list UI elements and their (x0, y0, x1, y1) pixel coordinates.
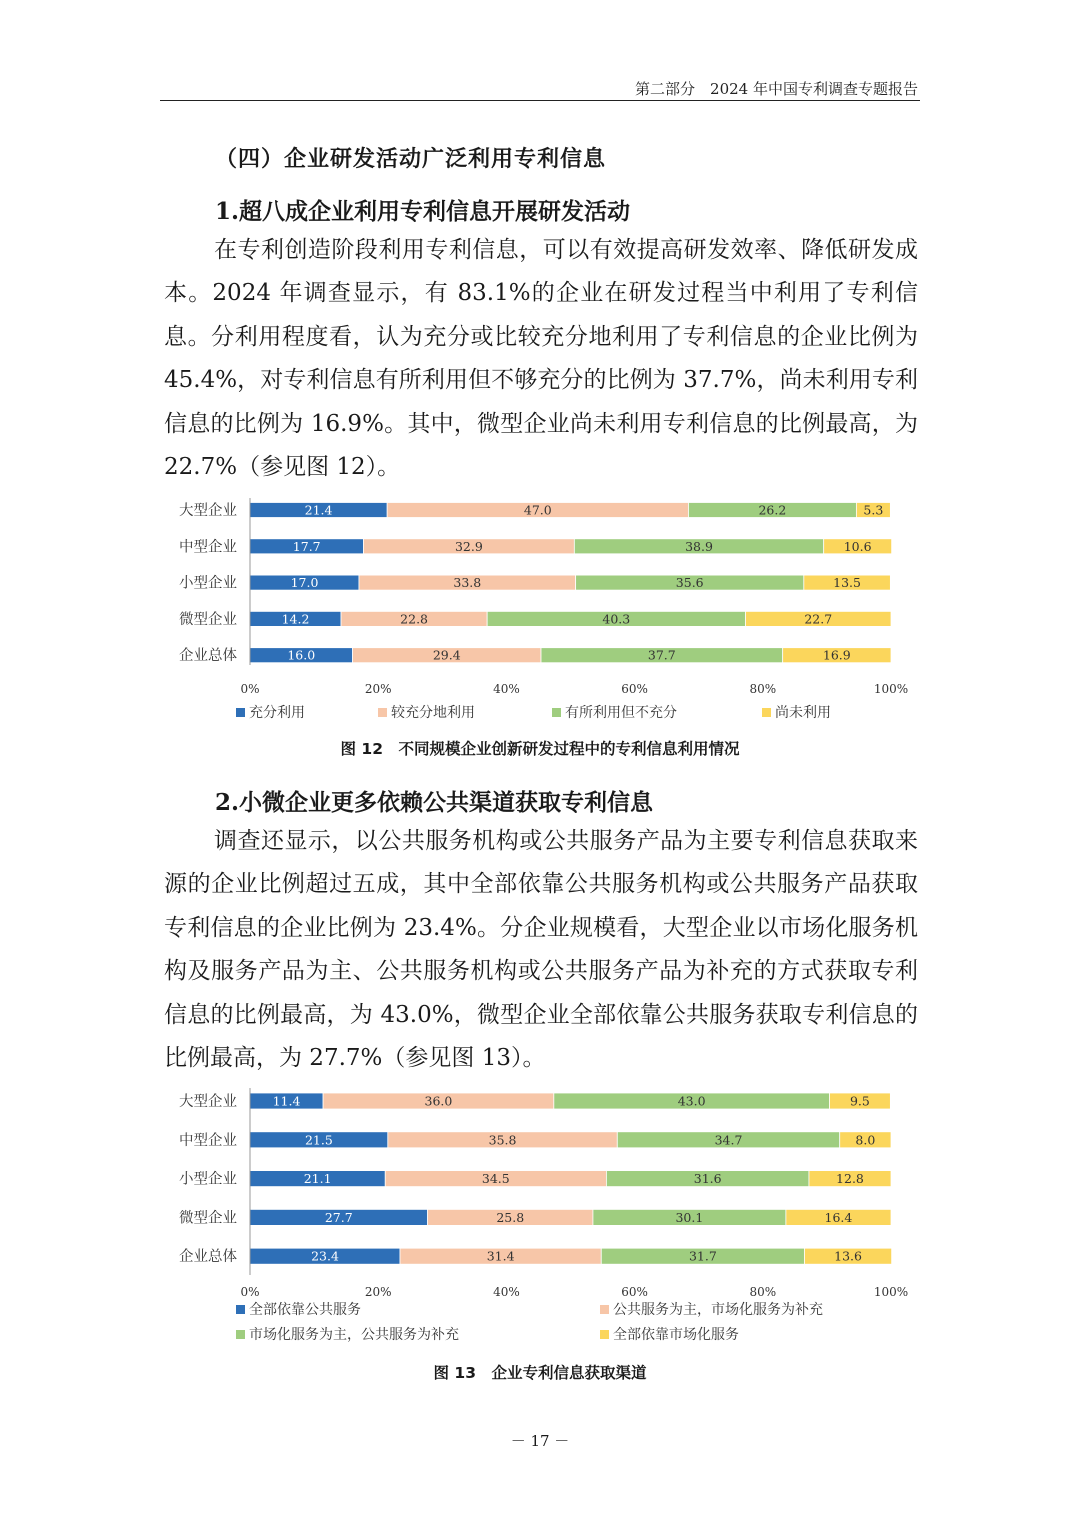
data-label: 8.0 (855, 1132, 876, 1148)
data-label: 16.0 (287, 647, 316, 663)
category-label: 小型企业 (179, 575, 237, 592)
data-label: 32.9 (454, 538, 483, 554)
data-label: 35.8 (488, 1132, 517, 1148)
legend-swatch (236, 1330, 245, 1339)
data-label: 16.4 (824, 1209, 853, 1225)
category-label: 微型企业 (179, 1210, 237, 1227)
data-label: 13.5 (833, 575, 862, 591)
section-title: （四）企业研发活动广泛利用专利信息 (215, 146, 607, 172)
x-tick-label: 100% (873, 682, 909, 696)
figure-13-caption: 图 13 企业专利信息获取渠道 (433, 1364, 647, 1382)
legend-swatch (552, 708, 561, 717)
data-label: 9.5 (849, 1093, 870, 1109)
figure-13-chart (160, 1080, 920, 1352)
x-tick-label: 100% (873, 1285, 909, 1299)
x-tick-label: 60% (621, 682, 648, 696)
figure-13-svg (160, 1080, 920, 1352)
data-label: 10.6 (843, 538, 872, 554)
data-label: 34.7 (714, 1132, 743, 1148)
subsection-1-paragraph: 在专利创造阶段利用专利信息，可以有效提高研发效率、降低研发成本。2024 年调查显示，有 83.1%的企业在研发过程当中利用了专利信息。分利用程度看，认为充分或比较充分地利用了专利信息的企业比例为 45.4%，对专利信息有所利用但不够充分的比例为 37.7%，尚未利用专利信息的比例为 16.9%。其中，微型企业尚未利用专利信息的比例最高，为 22.7%（参见图 12）。 (164, 237, 918, 481)
legend-swatch (600, 1330, 609, 1339)
x-tick-label: 60% (621, 1285, 648, 1299)
x-tick-label: 80% (749, 1285, 777, 1299)
legend-label: 充分利用 (249, 705, 305, 721)
data-label: 21.1 (303, 1171, 332, 1187)
data-label: 30.1 (675, 1209, 704, 1225)
data-label: 29.4 (432, 647, 461, 663)
data-label: 37.7 (647, 647, 676, 663)
data-label: 23.4 (311, 1248, 339, 1264)
category-label: 大型企业 (179, 503, 237, 519)
legend-swatch (762, 708, 771, 717)
data-label: 36.0 (424, 1093, 453, 1109)
data-label: 11.4 (272, 1093, 301, 1109)
figure-12-svg (160, 490, 920, 730)
x-tick-label: 0% (240, 1285, 260, 1299)
data-label: 12.8 (836, 1171, 864, 1187)
data-label: 35.6 (675, 575, 704, 591)
data-label: 40.3 (602, 611, 631, 627)
data-label: 22.7 (804, 611, 833, 627)
category-label: 中型企业 (179, 1132, 237, 1149)
header-text: 第二部分 2024 年中国专利调查专题报告 (635, 80, 918, 98)
page-header (160, 76, 920, 101)
legend-swatch (378, 708, 387, 717)
data-label: 38.9 (685, 538, 713, 554)
data-label: 33.8 (453, 575, 482, 591)
legend-swatch (236, 1305, 245, 1314)
legend-label: 全部依靠公共服务 (249, 1302, 361, 1318)
data-label: 21.4 (304, 502, 333, 518)
x-tick-label: 20% (364, 682, 392, 696)
figure-12-chart (160, 490, 920, 730)
data-label: 31.6 (693, 1171, 722, 1187)
data-label: 5.3 (863, 502, 884, 518)
x-tick-label: 80% (749, 682, 777, 696)
data-label: 31.7 (688, 1248, 717, 1264)
data-label: 17.7 (292, 538, 321, 554)
data-label: 34.5 (481, 1171, 510, 1187)
legend-swatch (236, 708, 245, 717)
category-label: 微型企业 (179, 611, 237, 628)
data-label: 25.8 (496, 1209, 525, 1225)
legend-label: 尚未利用 (775, 705, 831, 721)
data-label: 17.0 (290, 575, 319, 591)
x-tick-label: 40% (493, 682, 520, 696)
page-number: － 17 － (510, 1432, 570, 1450)
data-label: 22.8 (400, 611, 429, 627)
x-tick-label: 40% (493, 1285, 520, 1299)
data-label: 21.5 (304, 1132, 333, 1148)
category-label: 企业总体 (179, 648, 237, 665)
subsection-2-title: 2.小微企业更多依赖公共渠道获取专利信息 (215, 789, 654, 816)
category-label: 大型企业 (179, 1094, 237, 1110)
legend-label: 全部依靠市场化服务 (613, 1327, 739, 1343)
legend-label: 公共服务为主，市场化服务为补充 (613, 1302, 823, 1318)
subsection-1-title: 1.超八成企业利用专利信息开展研发活动 (215, 198, 631, 225)
data-label: 13.6 (834, 1248, 862, 1264)
category-label: 企业总体 (179, 1249, 237, 1266)
x-tick-label: 0% (240, 682, 260, 696)
data-label: 27.7 (324, 1209, 353, 1225)
figure-12-caption: 图 12 不同规模企业创新研发过程中的专利信息利用情况 (340, 740, 740, 758)
data-label: 16.9 (822, 647, 851, 663)
legend-label: 较充分地利用 (391, 705, 475, 721)
data-label: 14.2 (281, 611, 310, 627)
data-label: 31.4 (486, 1248, 515, 1264)
category-label: 小型企业 (179, 1171, 237, 1188)
data-label: 43.0 (677, 1093, 706, 1109)
category-label: 中型企业 (179, 539, 237, 556)
legend-label: 市场化服务为主，公共服务为补充 (249, 1327, 459, 1343)
data-label: 47.0 (523, 502, 552, 518)
legend-label: 有所利用但不充分 (565, 705, 677, 721)
x-tick-label: 20% (364, 1285, 392, 1299)
data-label: 26.2 (758, 502, 787, 518)
legend-swatch (600, 1305, 609, 1314)
subsection-2-paragraph: 调查还显示，以公共服务机构或公共服务产品为主要专利信息获取来源的企业比例超过五成，其中全部依靠公共服务机构或公共服务产品获取专利信息的企业比例为 23.4%。分企业规模看，大型企业以市场化服务机构及服务产品为主、公共服务机构或公共服务产品为补充的方式获取专利信息的比例最高，为 43.0%，微型企业全部依靠公共服务获取专利信息的比例最高，为 27.7%（参见图 13）。 (164, 828, 918, 1072)
